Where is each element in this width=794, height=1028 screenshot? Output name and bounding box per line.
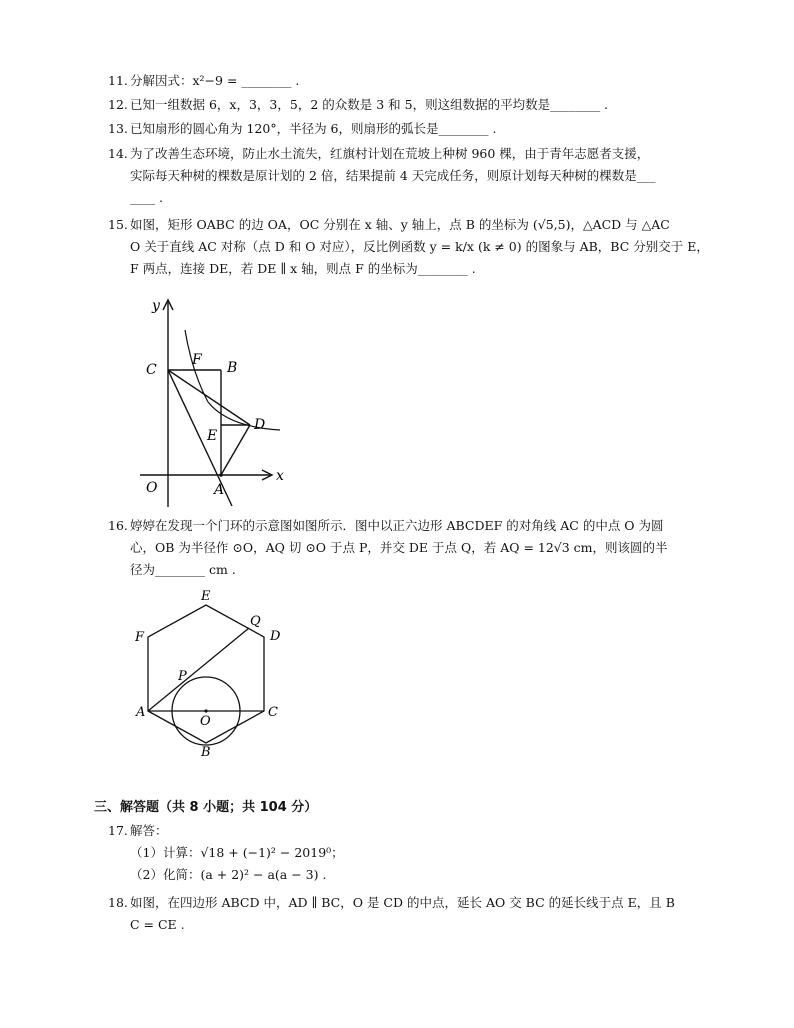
- segment-AQ: [148, 628, 249, 711]
- label-x: x: [276, 468, 284, 484]
- question-text-line1: 解答：: [130, 823, 168, 838]
- section-heading: 三、解答题（共 8 小题；共 104 分）: [94, 800, 318, 815]
- hyperbola-curve: [185, 330, 280, 430]
- question-text-line3: F 两点，连接 DE，若 DE ∥ x 轴，则点 F 的坐标为________ .: [130, 261, 476, 276]
- label-O: O: [200, 714, 211, 729]
- label-F: F: [192, 352, 202, 368]
- question-number: 16.: [108, 518, 128, 533]
- label-y: y: [152, 298, 160, 314]
- center-O-dot: [204, 709, 207, 712]
- question-text: 已知扇形的圆心角为 120°，半径为 6，则扇形的弧长是________ .: [130, 121, 497, 136]
- question-number: 15.: [108, 217, 128, 232]
- question-text-line3: （2）化简：(a + 2)² − a(a − 3) .: [130, 867, 327, 882]
- question-text-line2: C = CE .: [130, 917, 185, 932]
- question-14: [108, 143, 656, 209]
- question-text-line1: 婷婷在发现一个门环的示意图如图所示．图中以正六边形 ABCDEF 的对角线 AC 的中点 O 为圆: [130, 518, 664, 533]
- figure-16-hexagon-diagram: [128, 585, 290, 760]
- question-text-line2: 实际每天种树的棵数是原计划的 2 倍，结果提前 4 天完成任务，则原计划每天种树的棵数是___: [130, 168, 656, 183]
- question-number: 11.: [108, 73, 128, 88]
- question-17: [108, 820, 344, 886]
- label-F: F: [135, 630, 145, 645]
- label-D: D: [254, 417, 266, 433]
- question-18: [108, 892, 675, 936]
- label-C: C: [146, 362, 157, 378]
- label-O: O: [146, 480, 158, 496]
- label-A: A: [214, 482, 225, 498]
- question-16: [108, 515, 668, 581]
- question-text-line1: 为了改善生态环境，防止水土流失，红旗村计划在荒坡上种树 960 棵，由于青年志愿者支援，: [130, 146, 650, 161]
- question-number: 17.: [108, 823, 128, 838]
- question-number: 13.: [108, 121, 128, 136]
- question-15: [108, 214, 709, 280]
- label-P: P: [178, 669, 187, 684]
- label-B: B: [201, 745, 211, 760]
- question-11: [108, 70, 299, 92]
- question-number: 12.: [108, 97, 128, 112]
- label-D: D: [270, 629, 281, 644]
- question-text-line2: O 关于直线 AC 对称（点 D 和 O 对应），反比例函数 y = k/x (k ≠ 0) 的图象与 AB，BC 分别交于 E，: [130, 239, 709, 254]
- label-A: A: [136, 705, 146, 720]
- label-B: B: [227, 360, 238, 376]
- question-12: [108, 94, 608, 116]
- question-number: 18.: [108, 895, 128, 910]
- question-text-line1: 如图，矩形 OABC 的边 OA，OC 分别在 x 轴、y 轴上，点 B 的坐标为 (√5,5)，△ACD 与 △AC: [130, 217, 670, 232]
- question-text: 已知一组数据 6，x，3，3，5，2 的众数是 3 和 5，则这组数据的平均数是________ .: [130, 97, 609, 112]
- question-number: 14.: [108, 146, 128, 161]
- question-13: [108, 118, 496, 140]
- question-text-line2: （1）计算：√18 + (−1)² − 2019⁰；: [130, 845, 344, 860]
- question-text-line3: ____ .: [130, 190, 163, 205]
- figure-15-coordinate-diagram: [130, 292, 290, 514]
- question-text-line1: 如图，在四边形 ABCD 中，AD ∥ BC，O 是 CD 的中点，延长 AO 交 BC 的延长线于点 E，且 B: [130, 895, 675, 910]
- question-text-line2: 心，OB 为半径作 ⊙O，AQ 切 ⊙O 于点 P，并交 DE 于点 Q，若 AQ = 12√3 cm，则该圆的半: [130, 540, 668, 555]
- segment-DA: [221, 425, 250, 475]
- label-C: C: [268, 705, 278, 720]
- label-E: E: [201, 589, 211, 604]
- point-A-dot: [219, 473, 223, 477]
- label-E: E: [207, 428, 218, 444]
- question-text: 分解因式：x²−9 = ________ .: [130, 73, 300, 88]
- question-text-line3: 径为________ cm .: [130, 562, 236, 577]
- label-Q: Q: [250, 614, 261, 629]
